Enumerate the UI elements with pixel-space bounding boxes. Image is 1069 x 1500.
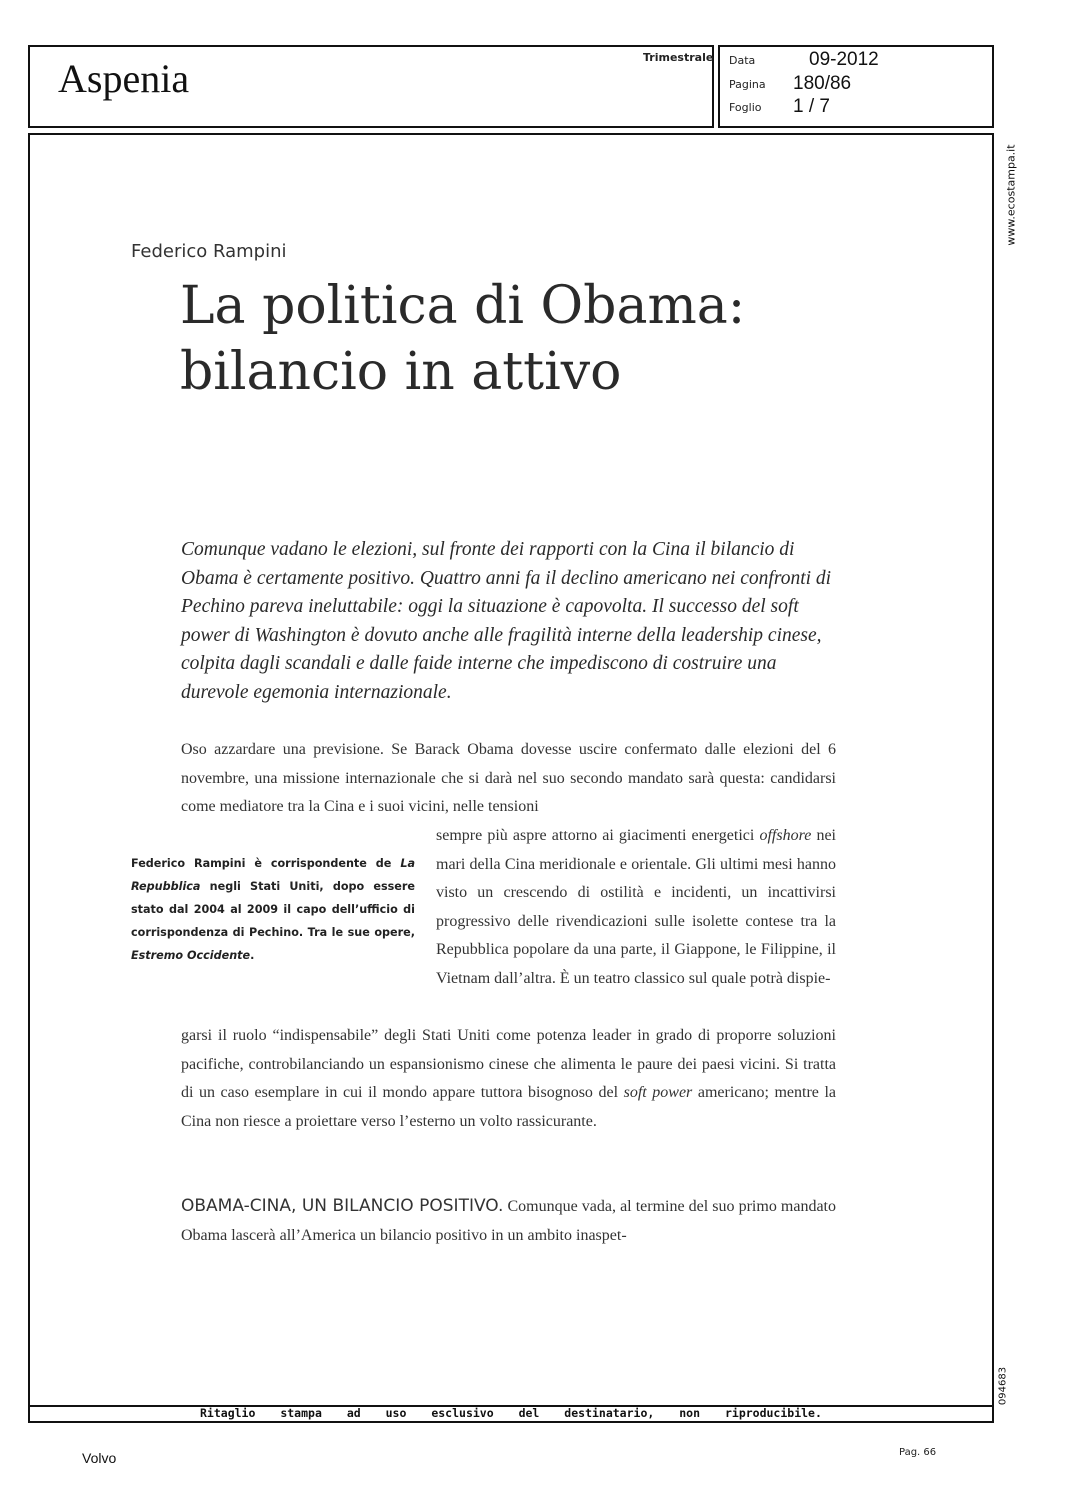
disclaimer bbox=[200, 1406, 822, 1420]
meta-value-data: 09-2012 bbox=[809, 49, 879, 70]
article-author: Federico Rampini bbox=[131, 241, 287, 262]
paragraph-2-text: Comunque vada, al termine del suo primo mandato Obama lascerà all’America un bilancio positivo in un ambito inaspet- bbox=[181, 1198, 836, 1244]
paragraph-2 bbox=[181, 1192, 836, 1250]
page-number: Pag. 66 bbox=[899, 1447, 937, 1458]
disclaimer-word: Ritaglio bbox=[200, 1406, 256, 1420]
meta-value-foglio: 1 / 7 bbox=[793, 96, 830, 117]
p1-wide-start: garsi il ruolo “indispensabile” degli Stati Uniti come potenza leader in grado di proporre soluzioni pacifiche, controbilanciando un espansionismo cinese che alimenta le paure dei paesi vicini. Si tratta di un caso esemplare in cui il mondo appare tuttora bisognoso del bbox=[181, 1027, 836, 1101]
disclaimer-word: esclusivo bbox=[431, 1406, 494, 1420]
publication-frequency: Trimestrale bbox=[643, 51, 714, 64]
meta-label-data: Data bbox=[729, 54, 756, 67]
paragraph-1-continuation bbox=[181, 1022, 836, 1136]
paragraph-1-narrow bbox=[436, 822, 836, 993]
publication-name: Aspenia bbox=[58, 56, 190, 101]
p1-wide-italic: soft power bbox=[623, 1084, 693, 1101]
bio-mid: negli Stati Uniti, dopo essere stato dal 2004 al 2009 il capo dell’ufficio di corrispondenza di Pechino. Tra le sue opere, bbox=[131, 880, 415, 939]
article-lead: Comunque vadano le elezioni, sul fronte dei rapporti con la Cina il bilancio di Obama è certamente positivo. Quattro anni fa il declino americano nei confronti di Pechino pareva ineluttabile: oggi la situazione è capovolta. Il successo del soft power di Washington è dovuto anche alle fragilità interne della leadership cinese, colpita dagli scandali e dalle faide interne che impediscono di costruire una durevole egemonia internazionale. bbox=[181, 539, 832, 703]
disclaimer-word: stampa bbox=[280, 1406, 322, 1420]
side-url: www.ecostampa.it bbox=[1004, 144, 1018, 246]
section-heading: OBAMA-CINA, UN BILANCIO POSITIVO. bbox=[181, 1196, 504, 1216]
title-line-1: La politica di Obama: bbox=[180, 276, 746, 336]
bio-end: . bbox=[250, 949, 255, 962]
disclaimer-word: del bbox=[518, 1406, 540, 1420]
bio-italic-2: Estremo Occidente bbox=[131, 949, 251, 962]
paragraph-1-full-width: Oso azzardare una previsione. Se Barack Obama dovesse uscire confermato dalle elezioni del 6 novembre, una missione internazionale che si darà nel suo secondo mandato sarà questa: candidarsi come mediatore tra la Cina e i suoi vicini, nelle tensioni bbox=[181, 741, 836, 815]
p1-narrow-italic: offshore bbox=[759, 827, 812, 844]
bio-italic-1: La Repubblica bbox=[131, 857, 415, 893]
client-name: Volvo bbox=[82, 1450, 117, 1466]
p1-wide-rest: americano; mentre la Cina non riesce a proiettare verso l’esterno un volto rassicurante. bbox=[181, 1084, 836, 1130]
disclaimer-word: destinatario, bbox=[564, 1406, 655, 1420]
disclaimer-word: riproducibile. bbox=[724, 1406, 822, 1420]
p1-narrow-rest: nei mari della Cina meridionale e orientale. Gli ultimi mesi hanno visto un crescendo di ostilità e incidenti, un incattivirsi progressivo delle rivendicazioni sulle isolette contese tra la Repubblica popolare da una parte, il Giappone, le Filippine, il Vietnam dall’altra. È un teatro classico sul quale potrà dispie- bbox=[436, 827, 836, 987]
meta-value-pagina: 180/86 bbox=[793, 73, 852, 94]
meta-label-foglio: Foglio bbox=[729, 101, 762, 114]
title-line-2: bilancio in attivo bbox=[180, 342, 622, 402]
author-bio bbox=[131, 852, 415, 967]
article-title bbox=[180, 273, 880, 405]
disclaimer-word: non bbox=[679, 1406, 701, 1420]
side-code: 094683 bbox=[997, 1366, 1009, 1406]
meta-label-pagina: Pagina bbox=[729, 78, 766, 91]
disclaimer-word: uso bbox=[385, 1406, 407, 1420]
p1-narrow-start: sempre più aspre attorno ai giacimenti energetici bbox=[436, 827, 755, 844]
disclaimer-word: ad bbox=[346, 1406, 361, 1420]
bio-start: Federico Rampini è corrispondente de bbox=[131, 857, 401, 870]
